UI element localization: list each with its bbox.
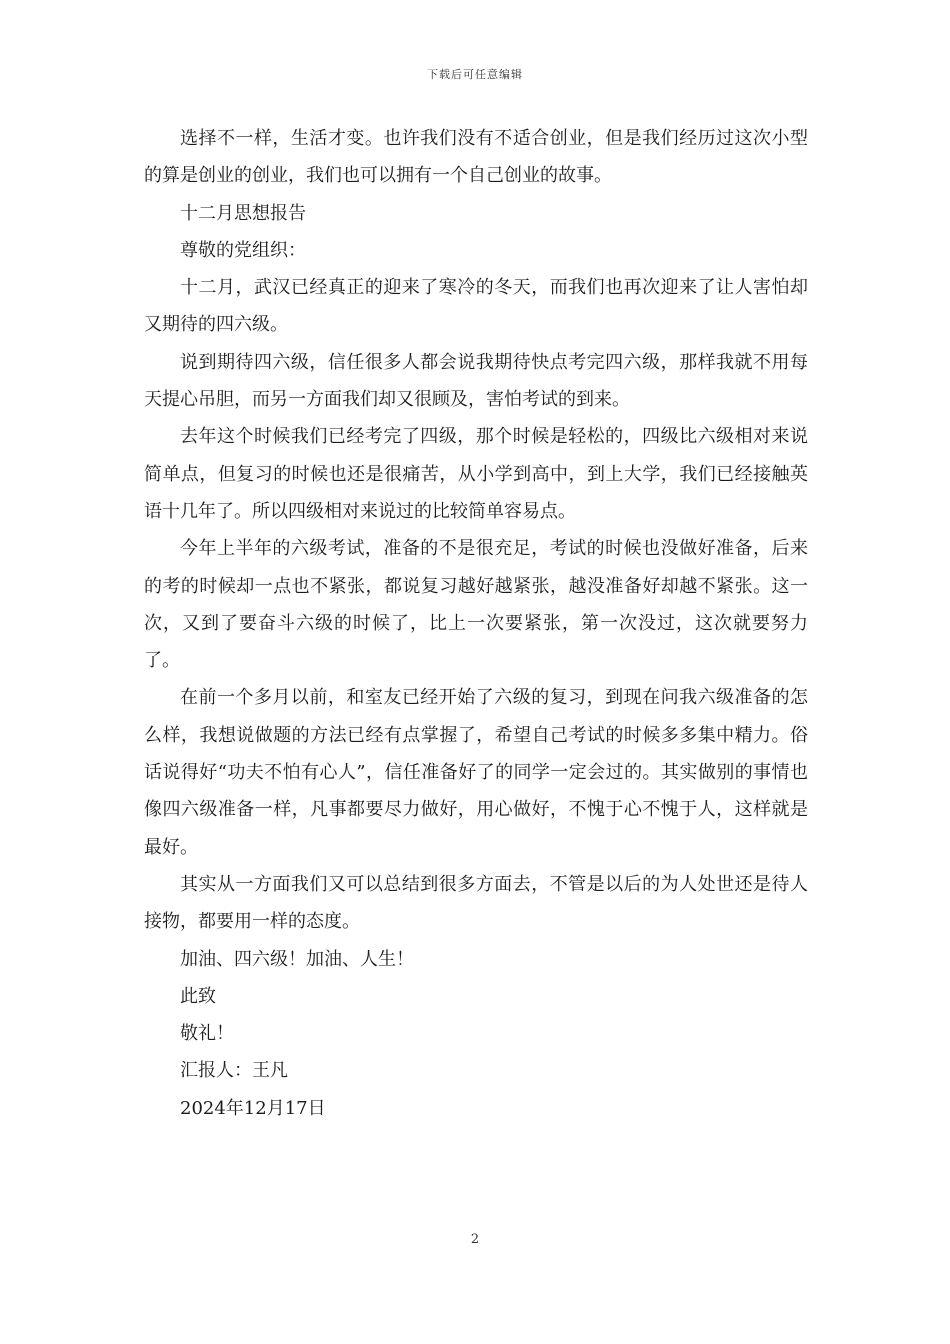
paragraph-creation-story: 选择不一样，生活才变。也许我们没有不适合创业，但是我们经历过这次小型的算是创业的创业，我们也可以拥有一个自己创业的故事。 [144, 128, 808, 187]
reporter-signature: 汇报人：王凡 [180, 1060, 288, 1082]
paragraph-intro: 十二月，武汉已经真正的迎来了寒冷的冬天，而我们也再次迎来了让人害怕却又期待的四六级。 [144, 277, 808, 336]
page-number: 2 [470, 1232, 480, 1247]
closing-jingli: 敬礼！ [180, 1023, 234, 1045]
paragraph-expectation: 说到期待四六级，信任很多人都会说我期待快点考完四六级，那样我就不用每天提心吊胆，而另一方面我们却又很顾及，害怕考试的到来。 [144, 351, 808, 411]
paragraph-last-year: 去年这个时候我们已经考完了四级，那个时候是轻松的，四级比六级相对来说简单点，但复习的时候也还是很痛苦，从小学到高中，到上大学，我们已经接触英语十几年了。所以四级相对来说过的比较简单容易点。 [144, 426, 808, 522]
paragraph-summary: 其实从一方面我们又可以总结到很多方面去，不管是以后的为人处世还是待人接物，都要用一样的态度。 [144, 873, 808, 933]
paragraph-this-year: 今年上半年的六级考试，准备的不是很充足，考试的时候也没做好准备，后来的考的时候却一点也不紧张，都说复习越好越紧张，越没准备好却越不紧张。这一次，又到了要奋斗六级的时候了，比上一次要紧张，第一次没过，这次就要努力了。 [144, 538, 808, 672]
closing-cizhi: 此致 [180, 985, 216, 1007]
salutation: 尊敬的党组织： [180, 239, 306, 261]
report-date: 2024年12月17日 [180, 1097, 326, 1119]
paragraph-cheer: 加油、四六级！加油、人生！ [180, 948, 414, 970]
document-body [144, 120, 808, 1127]
page-header-note: 下载后可任意编辑 [427, 68, 523, 81]
paragraph-preparation: 在前一个多月以前，和室友已经开始了六级的复习，到现在问我六级准备的怎么样，我想说做题的方法已经有点掌握了，希望自己考试的时候多多集中精力。俗话说得好“功夫不怕有心人”，信任准备好了的同学一定会过的。其实做别的事情也像四六级准备一样，凡事都要尽力做好，用心做好，不愧于心不愧于人，这样就是最好。 [144, 687, 808, 858]
report-title: 十二月思想报告 [180, 202, 306, 224]
